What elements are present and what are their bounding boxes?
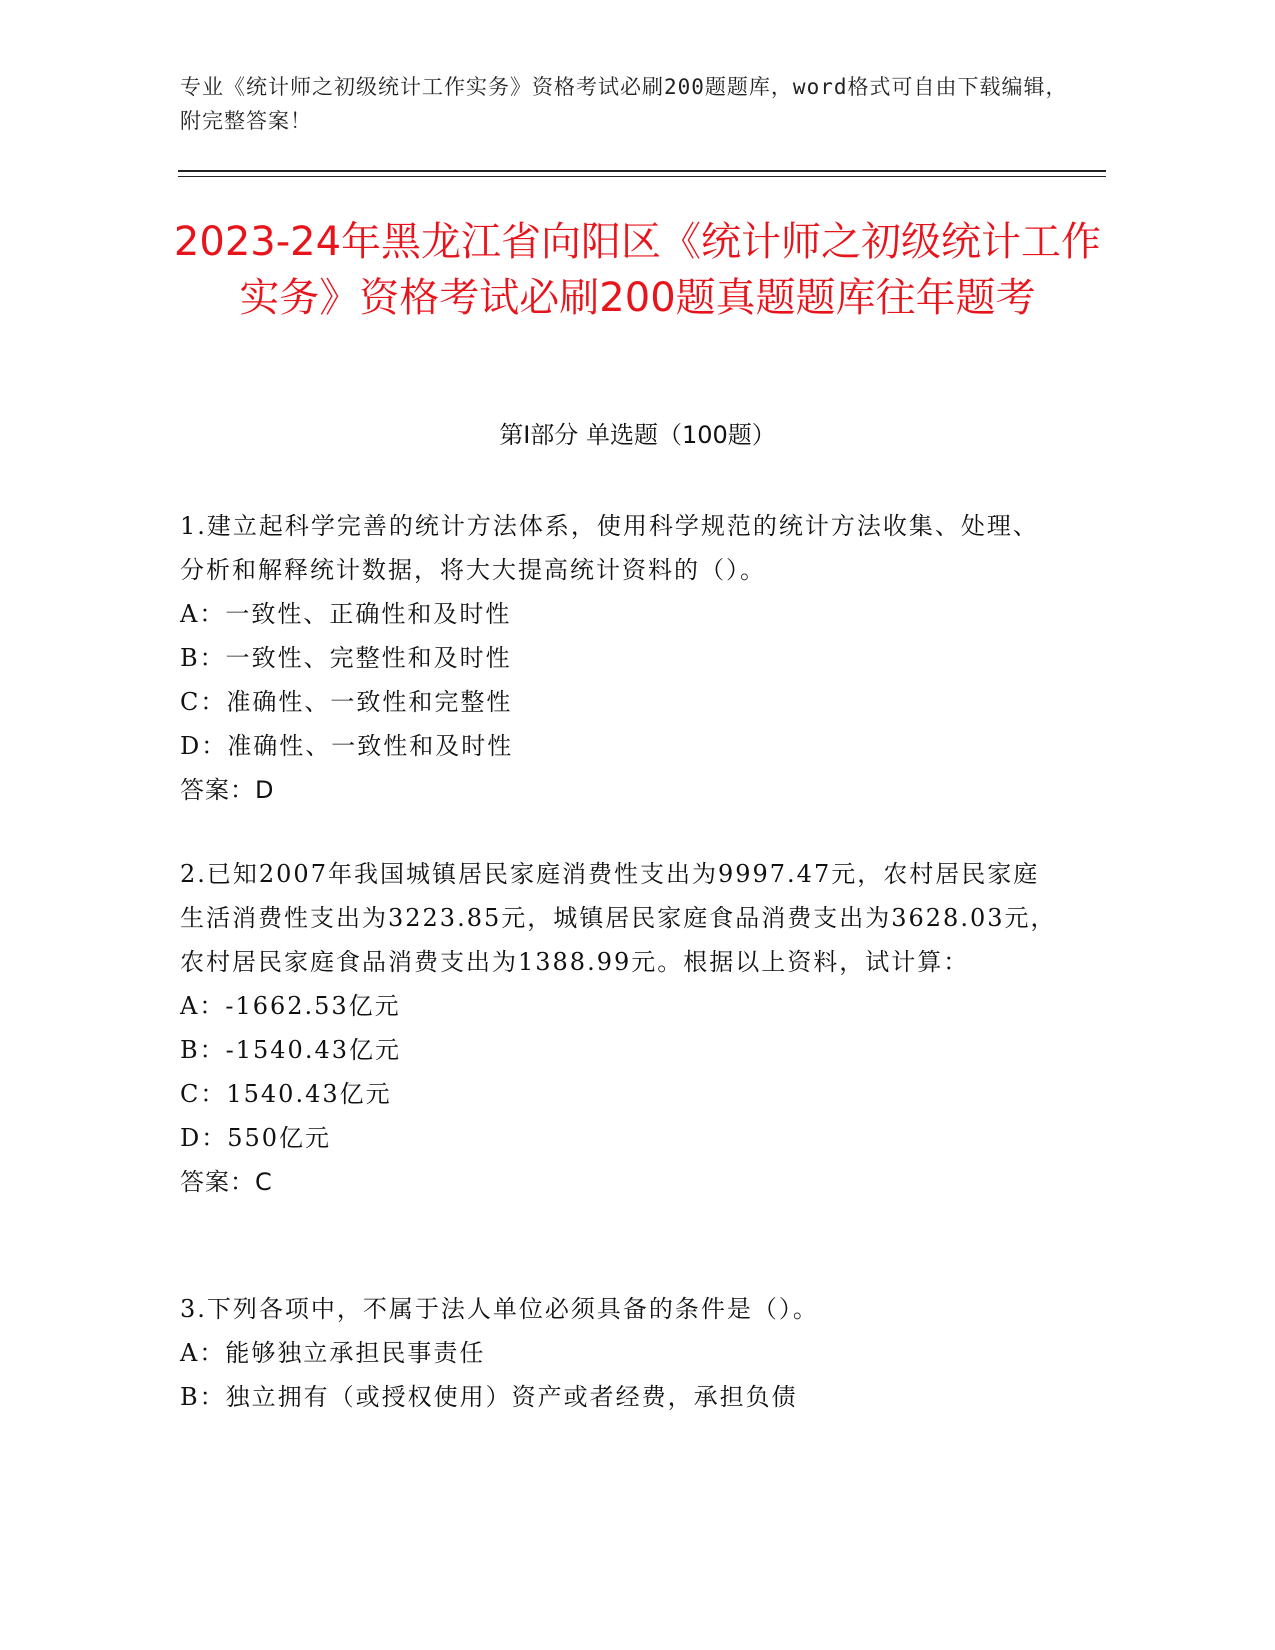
section-heading: 第Ⅰ部分 单选题（100题） — [499, 421, 776, 449]
option-d: D：准确性、一致性和及时性 — [180, 732, 514, 760]
option-b: B：-1540.43亿元 — [180, 1036, 401, 1064]
header-rule-thin — [178, 176, 1106, 177]
option-a: A：一致性、正确性和及时性 — [180, 600, 512, 628]
answer-label: 答案：C — [180, 1168, 273, 1196]
question-3 — [180, 1287, 1060, 1419]
question-2 — [180, 852, 1060, 1204]
option-b: B：独立拥有（或授权使用）资产或者经费，承担负债 — [180, 1383, 798, 1411]
question-stem: 3.下列各项中，不属于法人单位必须具备的条件是（）。 — [180, 1295, 819, 1323]
option-d: D：550亿元 — [180, 1124, 332, 1152]
header-note: 专业《统计师之初级统计工作实务》资格考试必刷200题题库，word格式可自由下载编辑，附完整答案！ — [180, 75, 1068, 133]
question-stem: 2.已知2007年我国城镇居民家庭消费性支出为9997.47元，农村居民家庭生活消费性支出为3223.85元，城镇居民家庭食品消费支出为3628.03元，农村居民家庭食品消费支出为1388.99元。根据以上资料，试计算： — [180, 860, 1057, 976]
option-b: B：一致性、完整性和及时性 — [180, 644, 512, 672]
option-a: A：能够独立承担民事责任 — [180, 1339, 486, 1367]
question-stem: 1.建立起科学完善的统计方法体系，使用科学规范的统计方法收集、处理、分析和解释统计数据，将大大提高统计资料的（）。 — [180, 512, 1039, 584]
option-a: A：-1662.53亿元 — [180, 992, 401, 1020]
document-title: 2023-24年黑龙江省向阳区《统计师之初级统计工作实务》资格考试必刷200题真题题库往年题考 — [173, 219, 1102, 321]
header-rule-thick — [178, 170, 1106, 172]
option-c: C：准确性、一致性和完整性 — [180, 688, 513, 716]
question-1 — [180, 504, 1060, 812]
answer-label: 答案：D — [180, 776, 275, 804]
option-c: C：1540.43亿元 — [180, 1080, 392, 1108]
